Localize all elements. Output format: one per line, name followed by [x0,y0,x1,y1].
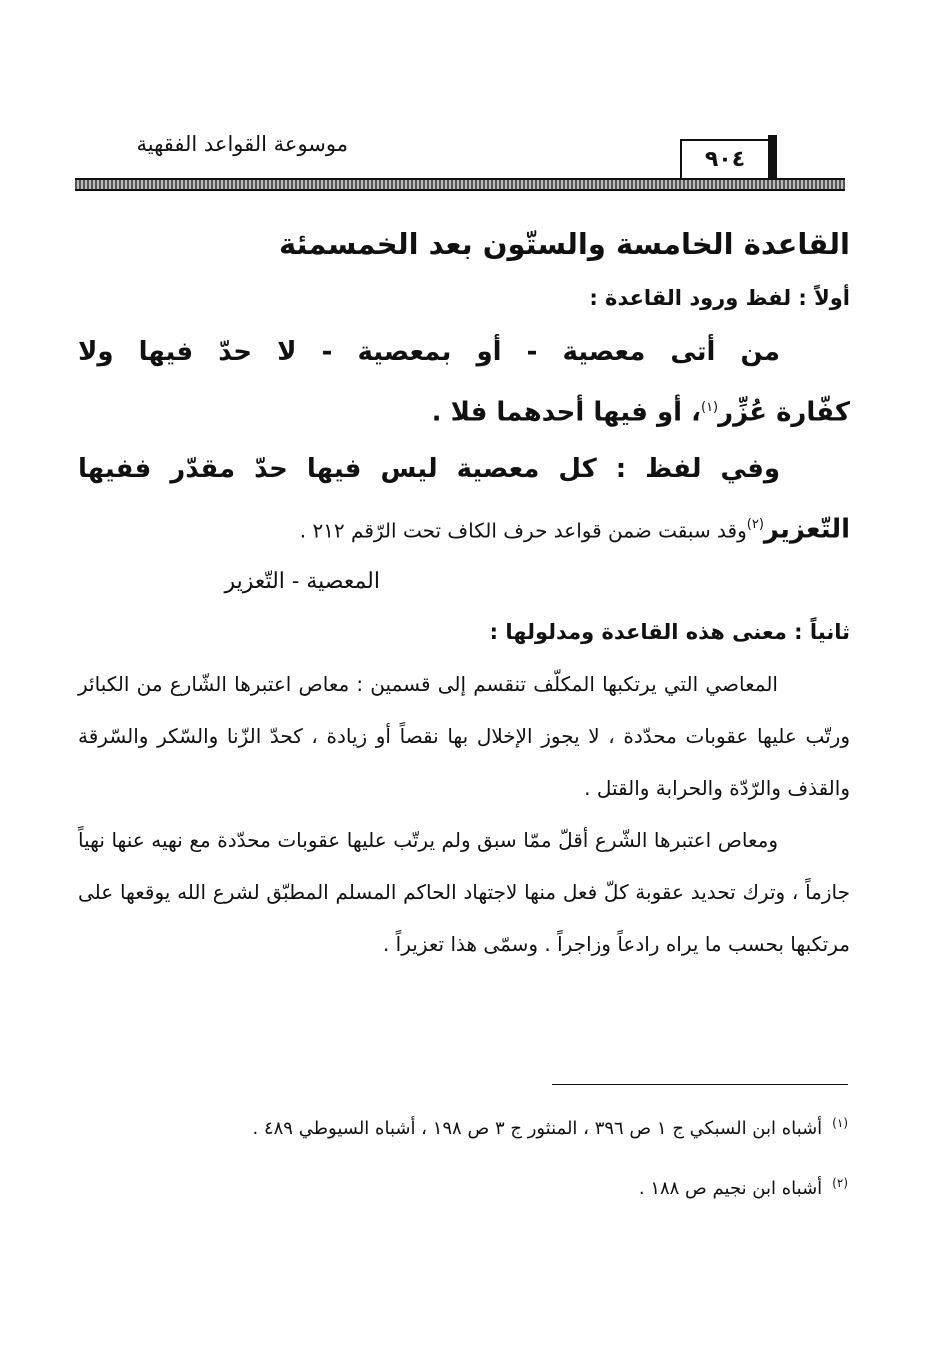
section-heading-wording: أولاً : لفظ ورود القاعدة : [589,286,850,310]
paragraph-1: المعاصي التي يرتكبها المكلّف تنقسم إلى قسمين : معاص اعتبرها الشّارع من الكبائر ورتّب عليها عقوبات محدّدة ، لا يجوز الإخلال بها نقصاً أو زيادة ، كحدّ الزّنا والسّكر والسّرقة والقذف والرّدّة والحرابة والقتل . [78,672,850,801]
rule-wording-line1: من أتى معصية - أو بمعصية - لا حدّ فيها ولا [78,337,780,367]
header-rule [75,178,845,191]
footnote-2-number: (٢) [832,1176,848,1190]
page-body [78,222,850,970]
rule-wording-line2-text: كفّارة عُزِّر [718,397,850,428]
footnote-2-text: أشباه ابن نجيم ص ١٨٨ . [638,1178,823,1199]
rule-wording-line2-end: ، أو فيها أحدهما فلا . [431,397,701,428]
header-tab-bar [768,135,777,180]
alternate-wording-line1: وفي لفظ : كل معصية ليس فيها حدّ مقدّر ففيها [78,453,780,484]
alternate-word: التّعزير [763,514,850,545]
alternate-wording [78,441,850,559]
paragraph-2: ومعاص اعتبرها الشّرع أقلّ ممّا سبق ولم يرتّب عليها عقوبات محدّدة مع نهيه عنها نهياً جازماً ، وترك تحديد عقوبة كلّ فعل منها لاجتهاد الحاكم المسلم المطبّق لشرع الله يوقعها على مرتكبها بحسب ما يراه رادعاً وزاجراً . وسمّى هذا تعزيراً . [78,828,850,957]
alternate-wording-line2 [78,497,850,559]
footnote-ref-1: (١) [700,400,719,415]
footnote-1 [78,1096,848,1156]
keywords: المعصية - التّعزير [224,569,380,595]
section-heading-meaning: ثانياً : معنى هذه القاعدة ومدلولها : [489,620,850,645]
page-number: ٩٠٤ [680,139,770,179]
footnote-2 [78,1156,848,1216]
rule-wording-line2 [78,380,850,441]
rule-title: القاعدة الخامسة والستّون بعد الخمسمئة [278,227,850,261]
footnote-1-text: أشباه ابن السبكي ج ١ ص ٣٩٦ ، المنثور ج ٣ ص ١٩٨ ، أشباه السيوطي ٤٨٩ . [252,1118,823,1139]
running-title: موسوعة القواعد الفقهية [136,132,348,156]
footnote-1-number: (١) [832,1116,848,1130]
rule-wording [78,324,850,441]
footnote-ref-2: (٢) [746,516,764,532]
footnote-separator [552,1084,848,1085]
footnotes [78,1096,848,1216]
cross-reference-note: وقد سبقت ضمن قواعد حرف الكاف تحت الرّقم ٢١٢ . [299,518,747,543]
